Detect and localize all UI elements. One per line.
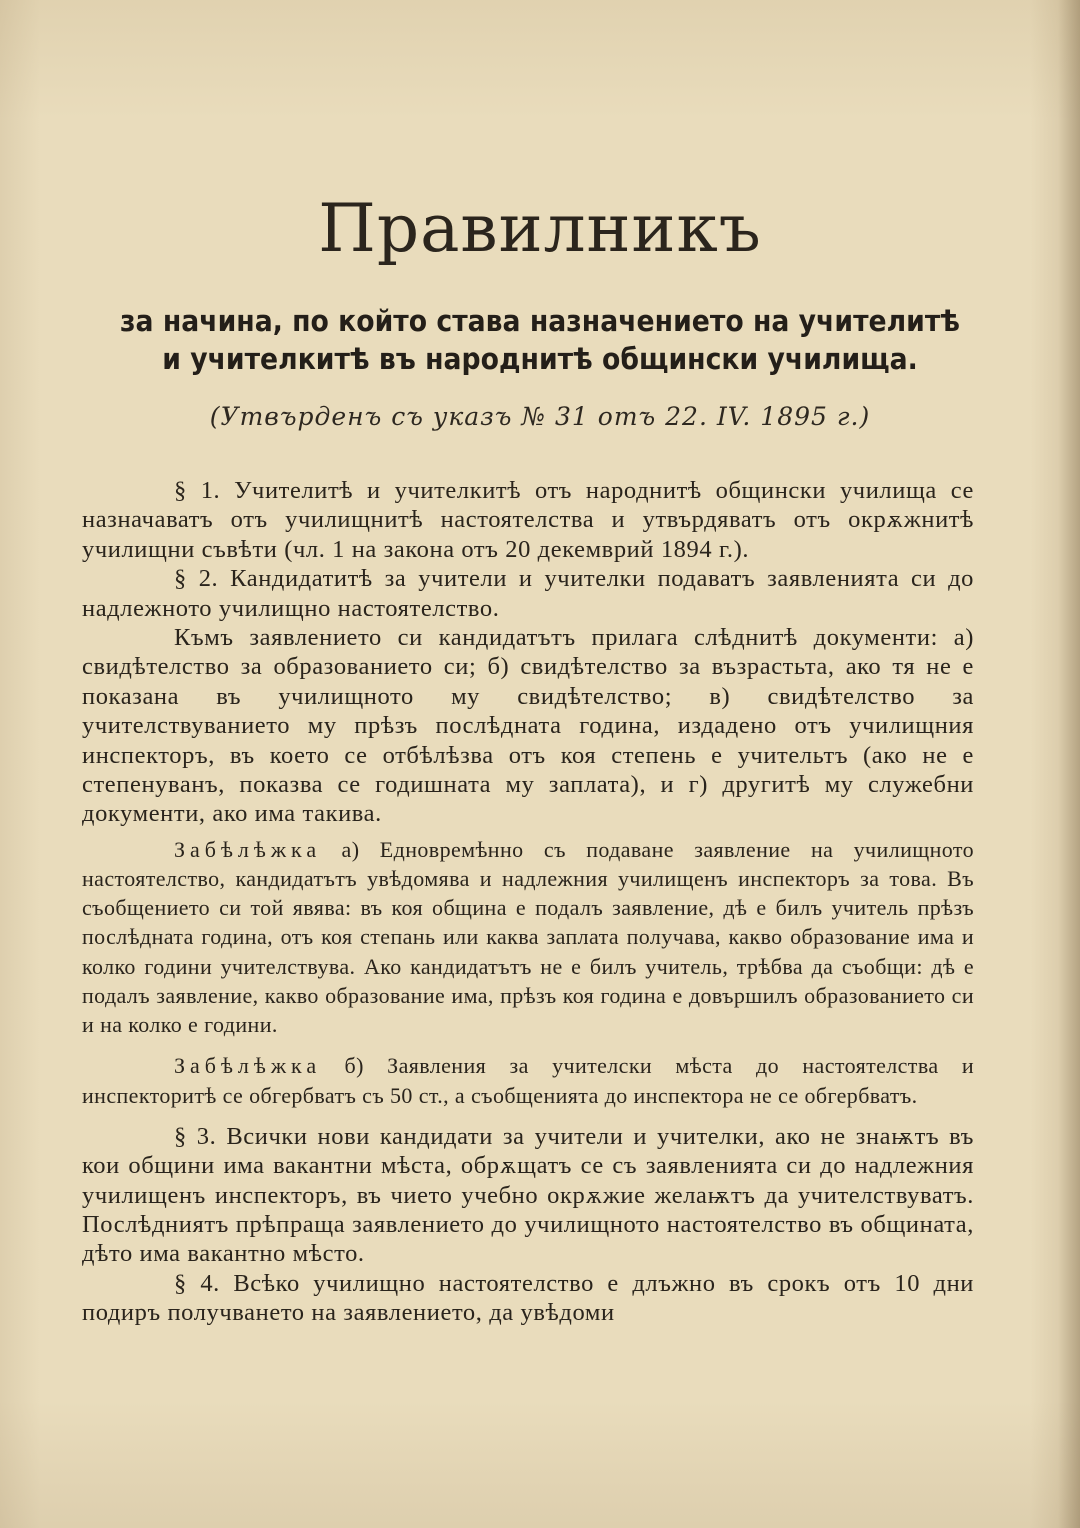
paragraph-section-3: § 3. Всички нови кандидати за учители и учителки, ако не знаѭтъ въ кои общини има вакантни мѣста, обрѫщатъ се съ заявленията си до надлежния училищенъ инспекторъ, въ чието учебно окрѫжие желаѭтъ да учителствуватъ. Послѣдниятъ прѣпраща заявлението до училищното настоятелство въ общината, дѣто има вакантно мѣсто. [82,1122,974,1268]
paragraph-section-1: § 1. Учителитѣ и учителкитѣ отъ народнитѣ общински училища се назначаватъ отъ училищнитѣ настоятелства и утвърдяватъ отъ окрѫжнитѣ училищни съвѣти (чл. 1 на закона отъ 20 декемврий 1894 г.). [82,477,974,563]
note-a [82,835,974,1039]
document-body [82,476,974,1328]
note-a-text: а) Едновремѣнно съ подаване заявление на училищното настоятелство, кандидатътъ увѣдомява и надлежния училищенъ инспекторъ за това. Въ съобщението си той явява: въ коя община е подалъ заявление, дѣ е билъ учитель прѣзъ послѣдната година, отъ коя степань или каква заплата получава, какво образование има и колко години учителствува. Ако кандидатътъ не е билъ учитель, трѣбва да съобщи: дѣ е подалъ заявление, какво образование има, прѣзъ коя година е довършилъ образованието си и на колко е години. [82,836,974,1038]
note-a-label: Забѣлѣжка [174,836,322,862]
document-title: Правилникъ [318,190,762,267]
note-b-text: б) Заявления за учителски мѣста до настоятелства и инспекторитѣ се обгербватъ съ 50 ст., а съобщенията до инспектора не се обгербватъ. [82,1053,974,1108]
document-subtitle [98,302,981,378]
subtitle-line-2: и учителкитѣ въ народнитѣ общински училища. [162,342,918,376]
note-b-label: Забѣлѣжка [174,1053,322,1079]
paragraph-documents: Къмъ заявлението си кандидатътъ прилага слѣднитѣ документи: а) свидѣтелство за образованието си; б) свидѣтелство за възрастьта, ако тя не е показана въ училищното му свидѣтелство; в) свидѣтелство за учителствуванието му прѣзъ послѣдната година, издадено отъ училищния инспекторъ, въ което се отбѣлѣзва отъ коя степень е учительтъ (ако не е степенуванъ, показва се годишната му заплата), и г) другитѣ му служебни документи, ако има такива. [82,624,974,828]
subtitle-line-1: за начина, по който става назначението на учителитѣ [120,304,960,338]
note-b [82,1051,974,1109]
paragraph-section-2: § 2. Кандидатитѣ за учители и учителки подаватъ заявленията си до надлежното училищно настоятелство. [82,565,974,622]
paragraph-section-4: § 4. Всѣко училищно настоятелство е длъжно въ срокъ отъ 10 дни подиръ получването на заявлението, да увѣдоми [82,1269,974,1327]
approval-note: (Утвърденъ съ указъ № 31 отъ 22. IV. 1895 г.) [209,402,871,431]
